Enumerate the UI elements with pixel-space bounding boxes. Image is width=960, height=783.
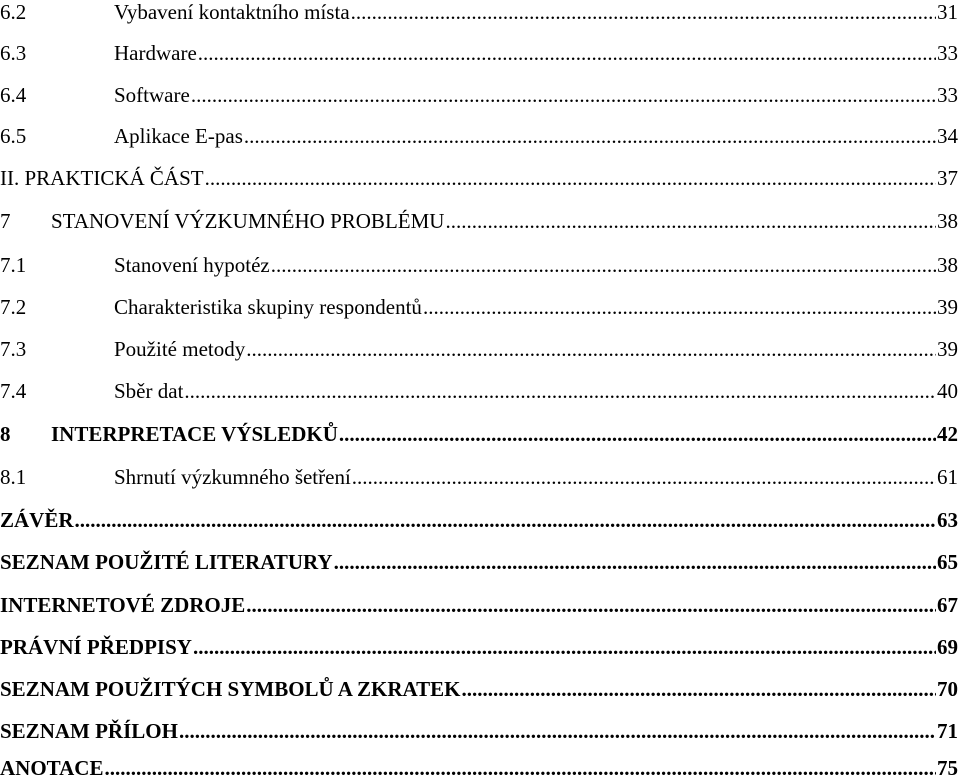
toc-entry-page: 31	[937, 0, 958, 24]
toc-entry-page: 61	[937, 465, 958, 489]
toc-dot-leader	[352, 462, 936, 492]
toc-entry-page: 65	[937, 550, 958, 574]
toc-entry[interactable]	[0, 674, 960, 704]
toc-entry-page: 40	[937, 379, 958, 403]
toc-entry[interactable]	[0, 590, 960, 620]
toc-entry[interactable]	[0, 462, 960, 492]
toc-entry-title: Aplikace E-pas	[114, 124, 243, 148]
toc-dot-leader	[271, 250, 936, 280]
toc-entry-page: 33	[937, 83, 958, 107]
toc-entry-title: Software	[114, 83, 190, 107]
toc-entry[interactable]	[0, 292, 960, 322]
toc-entry[interactable]	[0, 250, 960, 280]
toc-dot-leader	[198, 38, 936, 68]
toc-dot-leader	[246, 334, 936, 364]
toc-dot-leader	[104, 753, 936, 783]
toc-entry-number: 7.1	[0, 253, 27, 277]
toc-entry-page: 38	[937, 209, 958, 233]
toc-entry[interactable]	[0, 505, 960, 535]
toc-dot-leader	[205, 163, 936, 193]
toc-dot-leader	[75, 505, 936, 535]
toc-entry[interactable]	[0, 80, 960, 110]
toc-entry-page: 71	[937, 719, 958, 743]
toc-entry-page: 39	[937, 295, 958, 319]
toc-entry-number: 6.2	[0, 0, 27, 24]
toc-entry[interactable]	[0, 419, 960, 449]
toc-entry-page: 38	[937, 253, 958, 277]
toc-entry-page: 34	[937, 124, 958, 148]
toc-entry-title: INTERNETOVÉ ZDROJE	[0, 593, 246, 617]
toc-entry-page: 70	[937, 677, 958, 701]
toc-entry-page: 67	[937, 593, 958, 617]
toc-dot-leader	[244, 121, 936, 151]
toc-dot-leader	[246, 590, 936, 620]
toc-entry-title: Charakteristika skupiny respondentů	[114, 295, 422, 319]
toc-entry-title: ZÁVĚR	[0, 508, 74, 532]
toc-entry[interactable]	[0, 753, 960, 783]
toc-entry-page: 63	[937, 508, 958, 532]
toc-entry[interactable]	[0, 0, 960, 27]
toc-entry-title: Stanovení hypotéz	[114, 253, 270, 277]
toc-entry-number: 6.4	[0, 83, 27, 107]
toc-dot-leader	[462, 674, 936, 704]
toc-entry-number: 8	[0, 422, 11, 446]
toc-entry-page: 69	[937, 635, 958, 659]
toc-entry-number: 7.2	[0, 295, 27, 319]
toc-dot-leader	[445, 206, 936, 236]
toc-entry[interactable]	[0, 376, 960, 406]
toc-entry[interactable]	[0, 716, 960, 746]
toc-entry-title: Hardware	[114, 41, 197, 65]
toc-entry[interactable]	[0, 163, 960, 193]
toc-dot-leader	[334, 547, 936, 577]
toc-dot-leader	[351, 0, 936, 27]
toc-entry-number: 7	[0, 209, 11, 233]
toc-dot-leader	[179, 716, 936, 746]
toc-entry-number: 7.4	[0, 379, 27, 403]
toc-entry-title: INTERPRETACE VÝSLEDKŮ	[51, 422, 338, 446]
toc-entry-page: 42	[937, 422, 958, 446]
toc-entry-title: II. PRAKTICKÁ ČÁST	[0, 166, 204, 190]
toc-entry-title: Sběr dat	[114, 379, 184, 403]
toc-entry-title: ANOTACE	[0, 756, 104, 780]
toc-entry-page: 37	[937, 166, 958, 190]
toc-entry[interactable]	[0, 334, 960, 364]
toc-entry[interactable]	[0, 547, 960, 577]
toc-entry-number: 6.3	[0, 41, 27, 65]
toc-dot-leader	[191, 80, 936, 110]
toc-entry[interactable]	[0, 38, 960, 68]
toc-entry-page: 33	[937, 41, 958, 65]
toc-entry[interactable]	[0, 632, 960, 662]
toc-dot-leader	[339, 419, 936, 449]
toc-entry-number: 7.3	[0, 337, 27, 361]
toc-entry-title: SEZNAM POUŽITÝCH SYMBOLŮ A ZKRATEK	[0, 677, 461, 701]
toc-dot-leader	[193, 632, 936, 662]
toc-entry-title: SEZNAM PŘÍLOH	[0, 719, 178, 743]
toc-entry-title: PRÁVNÍ PŘEDPISY	[0, 635, 192, 659]
toc-entry-page: 75	[937, 756, 958, 780]
toc-entry-title: Shrnutí výzkumného šetření	[114, 465, 351, 489]
toc-entry-title: SEZNAM POUŽITÉ LITERATURY	[0, 550, 333, 574]
toc-dot-leader	[423, 292, 936, 322]
toc-entry-title: Vybavení kontaktního místa	[114, 0, 350, 24]
toc-dot-leader	[184, 376, 936, 406]
toc-entry-title: STANOVENÍ VÝZKUMNÉHO PROBLÉMU	[51, 209, 445, 233]
toc-entry-page: 39	[937, 337, 958, 361]
toc-entry-title: Použité metody	[114, 337, 246, 361]
toc-entry-number: 6.5	[0, 124, 27, 148]
toc-entry-number: 8.1	[0, 465, 27, 489]
toc-entry[interactable]	[0, 206, 960, 236]
toc-entry[interactable]	[0, 121, 960, 151]
